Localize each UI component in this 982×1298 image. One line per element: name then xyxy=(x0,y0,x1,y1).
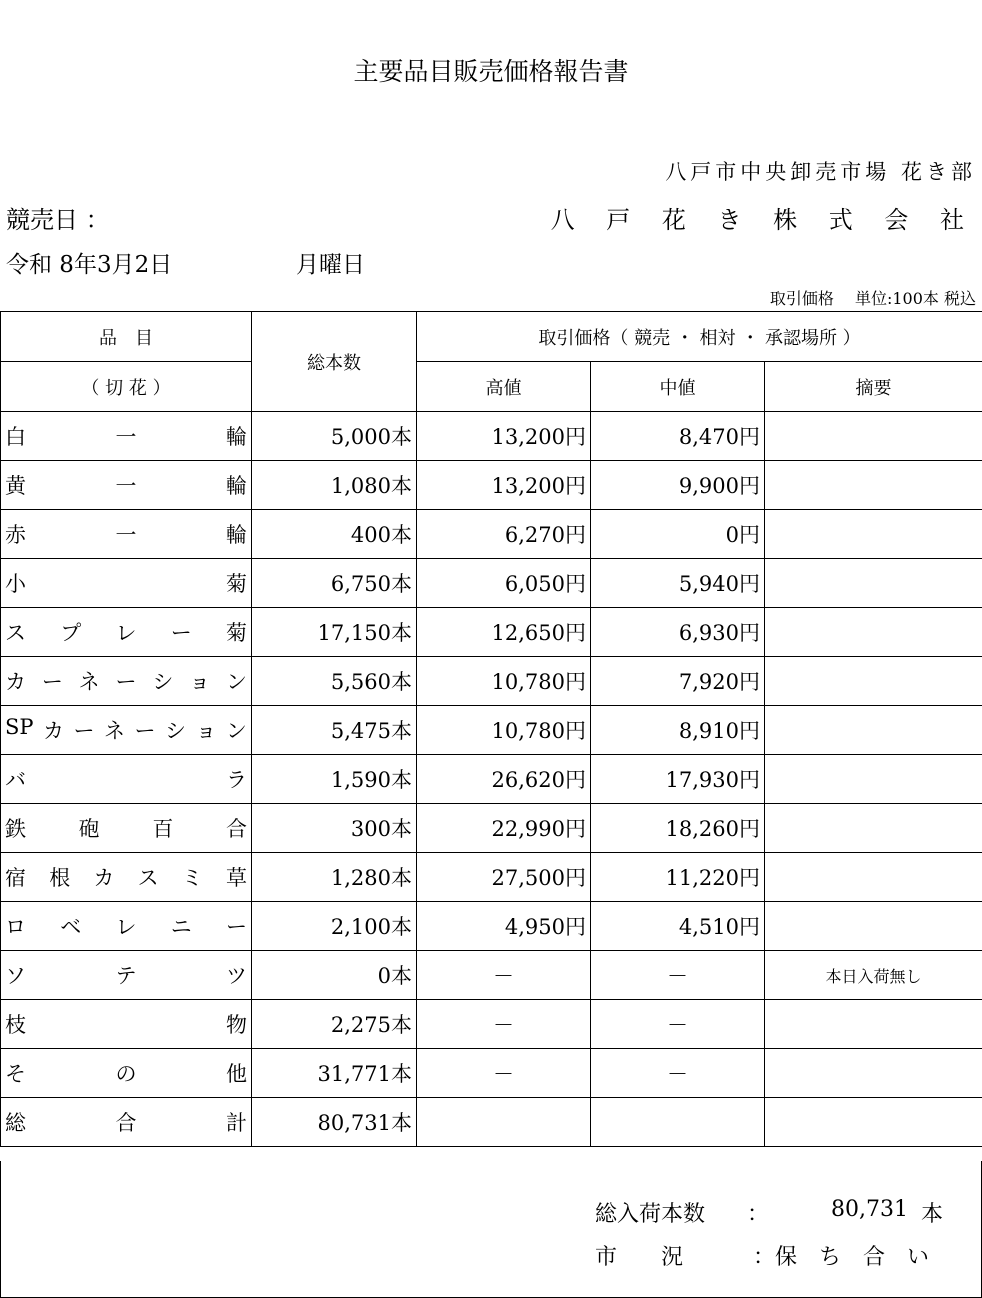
item-name-char: ー xyxy=(41,670,63,694)
item-name-char: 計 xyxy=(226,1111,247,1135)
item-name-char: 菊 xyxy=(226,621,247,645)
total-count-cell: 1,280本 xyxy=(252,853,417,902)
total-count-cell: 300本 xyxy=(252,804,417,853)
high-price-cell: 22,990円 xyxy=(417,804,591,853)
header-total-count: 総本数 xyxy=(252,312,417,412)
item-name-char: シ xyxy=(164,719,186,743)
item-name-char: 草 xyxy=(225,866,247,890)
item-name-char: 一 xyxy=(115,474,137,498)
header-item-sub: （ 切 花 ） xyxy=(1,362,252,412)
mid-price-cell: 8,910円 xyxy=(591,706,765,755)
table-row xyxy=(1,559,982,608)
table-row xyxy=(1,1098,982,1147)
high-price-cell: 6,270円 xyxy=(417,510,591,559)
item-name-char: ー xyxy=(170,621,192,645)
item-name-cell xyxy=(1,559,252,608)
item-name-char: レ xyxy=(115,915,137,939)
report-footer xyxy=(0,1161,982,1298)
remarks-cell xyxy=(765,510,982,559)
high-price-cell: 13,200円 xyxy=(417,461,591,510)
high-price-cell: 12,650円 xyxy=(417,608,591,657)
mid-price-cell: 0円 xyxy=(591,510,765,559)
table-row xyxy=(1,510,982,559)
report-title: 主要品目販売価格報告書 xyxy=(353,57,629,86)
item-name-char: ー xyxy=(134,719,156,743)
table-row xyxy=(1,461,982,510)
remarks-cell xyxy=(765,657,982,706)
item-name-cell xyxy=(1,608,252,657)
auction-date: 令和 8年3月2日 xyxy=(6,252,173,278)
item-name-char: ツ xyxy=(226,964,247,988)
item-name-char: 合 xyxy=(115,1111,137,1135)
item-name-char: テ xyxy=(115,964,137,988)
item-name-char: 宿 xyxy=(5,866,26,890)
remarks-cell xyxy=(765,853,982,902)
high-price-cell: 10,780円 xyxy=(417,706,591,755)
item-name-char: シ xyxy=(152,670,174,694)
item-name-char: 総 xyxy=(5,1111,26,1135)
item-name-cell xyxy=(1,804,252,853)
remarks-cell xyxy=(765,412,982,461)
table-row xyxy=(1,608,982,657)
item-name-cell xyxy=(1,706,252,755)
mid-price-cell: 6,930円 xyxy=(591,608,765,657)
item-name-char: 物 xyxy=(226,1013,247,1037)
high-price-cell xyxy=(417,1098,591,1147)
total-count-cell: 1,590本 xyxy=(252,755,417,804)
table-row xyxy=(1,1000,982,1049)
total-count-cell: 5,475本 xyxy=(252,706,417,755)
item-name-char: ミ xyxy=(181,866,203,890)
item-name-char: ネ xyxy=(103,719,125,743)
high-price-cell: － xyxy=(417,1049,591,1098)
mid-price-cell: － xyxy=(591,951,765,1000)
total-count-cell: 6,750本 xyxy=(252,559,417,608)
table-row xyxy=(1,755,982,804)
high-price-cell: 6,050円 xyxy=(417,559,591,608)
item-name-char: 小 xyxy=(5,572,26,596)
item-name-char: 他 xyxy=(226,1062,247,1086)
table-body xyxy=(1,412,982,1147)
high-price-cell: － xyxy=(417,951,591,1000)
item-name-char: 砲 xyxy=(78,817,100,841)
mid-price-cell xyxy=(591,1098,765,1147)
remarks-cell xyxy=(765,608,982,657)
header-remarks: 摘要 xyxy=(765,362,982,412)
item-name-char: レ xyxy=(115,621,137,645)
item-name-char: ー xyxy=(115,670,137,694)
item-name-char: SP xyxy=(5,715,34,739)
mid-price-cell: 11,220円 xyxy=(591,853,765,902)
remarks-cell xyxy=(765,461,982,510)
high-price-cell: 10,780円 xyxy=(417,657,591,706)
mid-price-cell: － xyxy=(591,1049,765,1098)
market-condition-value: ：保 ち 合 い xyxy=(753,1245,930,1270)
total-count-cell: 5,000本 xyxy=(252,412,417,461)
item-name-char: ン xyxy=(225,719,247,743)
price-table xyxy=(0,311,982,1147)
item-name-cell xyxy=(1,461,252,510)
item-name-char: バ xyxy=(5,768,26,792)
item-name-char: カ xyxy=(93,866,115,890)
table-row xyxy=(1,657,982,706)
remarks-cell xyxy=(765,804,982,853)
high-price-cell: － xyxy=(417,1000,591,1049)
market-name: 八戸市中央卸売市場 花き部 xyxy=(665,160,976,184)
item-name-char: の xyxy=(115,1062,137,1086)
market-condition-label: 市 況 xyxy=(595,1245,684,1270)
item-name-char: ョ xyxy=(195,719,217,743)
total-arrivals-colon: ： xyxy=(747,1202,770,1227)
item-name-char: ソ xyxy=(5,964,26,988)
item-name-char: ス xyxy=(5,621,26,645)
remarks-cell xyxy=(765,902,982,951)
item-name-char: 赤 xyxy=(5,523,26,547)
item-name-char: ン xyxy=(225,670,247,694)
remarks-cell xyxy=(765,1000,982,1049)
item-name-char: 輪 xyxy=(226,523,247,547)
total-count-cell: 17,150本 xyxy=(252,608,417,657)
item-name-char: ニ xyxy=(170,915,192,939)
total-count-cell: 31,771本 xyxy=(252,1049,417,1098)
total-count-cell: 5,560本 xyxy=(252,657,417,706)
item-name-cell xyxy=(1,1000,252,1049)
item-name-cell xyxy=(1,1098,252,1147)
header-price-group: 取引価格（ 競売 ・ 相対 ・ 承認場所 ） xyxy=(417,312,982,362)
mid-price-cell: 9,900円 xyxy=(591,461,765,510)
mid-price-cell: 8,470円 xyxy=(591,412,765,461)
item-name-char: ス xyxy=(137,866,159,890)
total-count-cell: 0本 xyxy=(252,951,417,1000)
total-count-cell: 80,731本 xyxy=(252,1098,417,1147)
item-name-char: 合 xyxy=(225,817,247,841)
table-row xyxy=(1,412,982,461)
item-name-char: 黄 xyxy=(5,474,26,498)
total-arrivals-label: 総入荷本数 xyxy=(595,1202,706,1227)
mid-price-cell: 18,260円 xyxy=(591,804,765,853)
header-item: 品 目 xyxy=(1,312,252,362)
table-row xyxy=(1,902,982,951)
item-name-char: プ xyxy=(60,621,82,645)
item-name-char: そ xyxy=(5,1062,26,1086)
item-name-char: ョ xyxy=(189,670,211,694)
mid-price-cell: － xyxy=(591,1000,765,1049)
mid-price-cell: 4,510円 xyxy=(591,902,765,951)
remarks-cell xyxy=(765,755,982,804)
total-arrivals-value: 80,731 xyxy=(831,1197,908,1222)
item-name-char: 一 xyxy=(115,425,137,449)
remarks-cell xyxy=(765,706,982,755)
table-row xyxy=(1,706,982,755)
item-name-char: カ xyxy=(5,670,26,694)
remarks-cell xyxy=(765,559,982,608)
mid-price-cell: 17,930円 xyxy=(591,755,765,804)
total-count-cell: 2,100本 xyxy=(252,902,417,951)
item-name-char: ラ xyxy=(226,768,247,792)
company-name: 八 戸 花 き 株 式 会 社 xyxy=(550,206,976,234)
item-name-char: 百 xyxy=(152,817,174,841)
item-name-char: 鉄 xyxy=(5,817,26,841)
item-name-char: ネ xyxy=(78,670,100,694)
item-name-cell xyxy=(1,853,252,902)
item-name-char: ベ xyxy=(60,915,82,939)
mid-price-cell: 7,920円 xyxy=(591,657,765,706)
item-name-cell xyxy=(1,657,252,706)
item-name-char: カ xyxy=(43,719,65,743)
header-mid: 中値 xyxy=(591,362,765,412)
high-price-cell: 13,200円 xyxy=(417,412,591,461)
item-name-char: ー xyxy=(226,915,247,939)
unit-note: 取引価格 単位:100本 税込 xyxy=(769,289,976,308)
item-name-char: 白 xyxy=(5,425,26,449)
total-count-cell: 400本 xyxy=(252,510,417,559)
table-row xyxy=(1,951,982,1000)
table-row xyxy=(1,804,982,853)
remarks-cell: 本日入荷無し xyxy=(765,951,982,1000)
item-name-char: 根 xyxy=(49,866,71,890)
item-name-cell xyxy=(1,412,252,461)
item-name-cell xyxy=(1,1049,252,1098)
mid-price-cell: 5,940円 xyxy=(591,559,765,608)
high-price-cell: 4,950円 xyxy=(417,902,591,951)
weekday: 月曜日 xyxy=(296,252,365,278)
item-name-char: 輪 xyxy=(226,474,247,498)
remarks-cell xyxy=(765,1098,982,1147)
table-row xyxy=(1,853,982,902)
total-count-cell: 2,275本 xyxy=(252,1000,417,1049)
item-name-cell xyxy=(1,902,252,951)
table-row xyxy=(1,1049,982,1098)
auction-date-label: 競売日 ： xyxy=(6,206,110,234)
header-high: 高値 xyxy=(417,362,591,412)
item-name-char: 一 xyxy=(115,523,137,547)
total-arrivals-unit: 本 xyxy=(921,1202,944,1227)
item-name-char: ー xyxy=(73,719,95,743)
item-name-cell xyxy=(1,510,252,559)
high-price-cell: 26,620円 xyxy=(417,755,591,804)
high-price-cell: 27,500円 xyxy=(417,853,591,902)
total-count-cell: 1,080本 xyxy=(252,461,417,510)
item-name-char: 枝 xyxy=(5,1013,26,1037)
item-name-cell xyxy=(1,755,252,804)
item-name-char: ロ xyxy=(5,915,26,939)
item-name-cell xyxy=(1,951,252,1000)
item-name-char: 菊 xyxy=(226,572,247,596)
remarks-cell xyxy=(765,1049,982,1098)
item-name-char: 輪 xyxy=(226,425,247,449)
